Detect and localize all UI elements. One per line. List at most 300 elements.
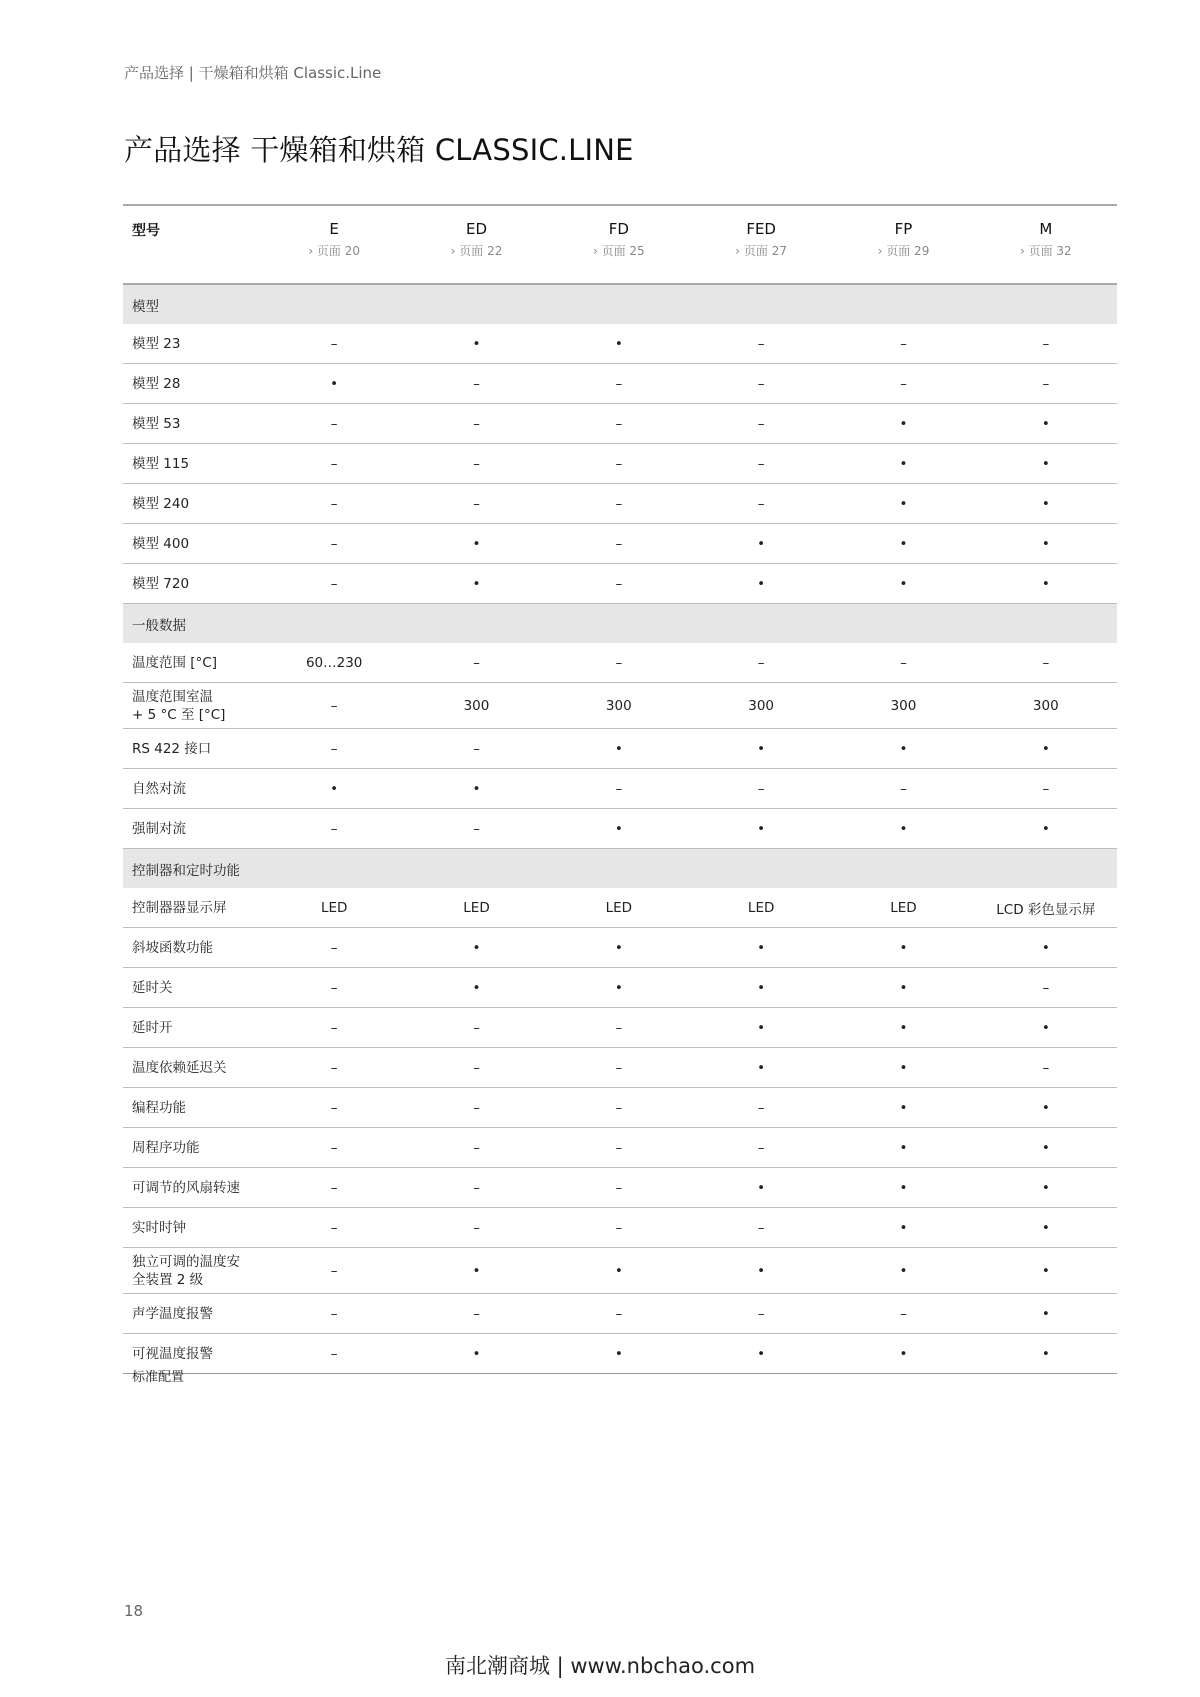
table-cell — [975, 564, 1117, 604]
table-cell — [405, 324, 547, 364]
standard-dot-icon: • — [899, 1059, 908, 1076]
standard-dot-icon: • — [899, 1139, 908, 1156]
table-cell — [975, 1294, 1117, 1334]
table-cell — [405, 564, 547, 604]
table-cell — [832, 928, 974, 968]
not-available-dash: – — [900, 654, 907, 671]
table-cell — [975, 968, 1117, 1008]
page-ref-link[interactable]: › 页面 20 — [308, 244, 361, 258]
product-selection-table — [123, 204, 1117, 1374]
standard-dot-icon: • — [1041, 1139, 1050, 1156]
row-label: 温度范围 [°C] — [123, 643, 263, 683]
table-cell — [263, 1048, 405, 1088]
cell-value: 300 — [890, 697, 917, 714]
row-label: 周程序功能 — [123, 1128, 263, 1168]
column-header-fd — [548, 205, 690, 284]
not-available-dash: – — [1042, 654, 1050, 671]
not-available-dash: – — [330, 820, 338, 837]
not-available-dash: – — [757, 455, 765, 472]
standard-dot-icon: • — [899, 1219, 908, 1236]
section-title: 一般数据 — [123, 604, 1117, 644]
not-available-dash: – — [900, 335, 907, 352]
section-title: 控制器和定时功能 — [123, 849, 1117, 889]
table-cell — [832, 968, 974, 1008]
table-cell — [548, 1168, 690, 1208]
table-cell — [263, 564, 405, 604]
standard-dot-icon: • — [472, 1345, 481, 1362]
row-label: 强制对流 — [123, 809, 263, 849]
table-cell — [405, 1008, 547, 1048]
table-cell — [405, 1334, 547, 1374]
table-cell — [690, 1294, 832, 1334]
table-cell — [832, 729, 974, 769]
row-label: 声学温度报警 — [123, 1294, 263, 1334]
standard-dot-icon: • — [472, 780, 481, 797]
standard-dot-icon: • — [1041, 740, 1050, 757]
table-cell — [832, 364, 974, 404]
table-cell — [975, 1128, 1117, 1168]
table-row — [123, 1088, 1117, 1128]
table-row — [123, 769, 1117, 809]
table-cell — [975, 1048, 1117, 1088]
table-row — [123, 809, 1117, 849]
table-cell — [405, 643, 547, 683]
section-header-row — [123, 284, 1117, 324]
not-available-dash: – — [615, 455, 623, 472]
column-name: E — [329, 220, 339, 238]
not-available-dash: – — [330, 1139, 338, 1156]
table-cell — [548, 968, 690, 1008]
table-cell — [548, 643, 690, 683]
not-available-dash: – — [330, 575, 338, 592]
standard-dot-icon: • — [614, 1345, 623, 1362]
table-cell — [263, 444, 405, 484]
table-cell — [832, 1294, 974, 1334]
table-cell — [975, 484, 1117, 524]
table-row — [123, 888, 1117, 928]
table-cell — [263, 1128, 405, 1168]
cell-value: 300 — [605, 697, 632, 714]
table-cell — [832, 564, 974, 604]
table-row — [123, 729, 1117, 769]
table-cell — [975, 928, 1117, 968]
table-cell — [975, 1088, 1117, 1128]
standard-dot-icon: • — [757, 979, 766, 996]
table-cell — [405, 968, 547, 1008]
not-available-dash: – — [757, 1219, 765, 1236]
table-cell — [405, 1208, 547, 1248]
table-cell — [690, 769, 832, 809]
table-cell — [975, 1008, 1117, 1048]
watermark: 南北潮商城 | www.nbchao.com — [444, 1654, 756, 1678]
table-cell — [548, 444, 690, 484]
table-cell — [832, 1048, 974, 1088]
not-available-dash: – — [330, 1345, 338, 1362]
standard-dot-icon: • — [614, 335, 623, 352]
standard-dot-icon: • — [899, 939, 908, 956]
table-cell — [263, 729, 405, 769]
table-cell — [263, 324, 405, 364]
table-cell — [405, 888, 547, 928]
row-label: 自然对流 — [123, 769, 263, 809]
table-cell — [832, 484, 974, 524]
page-ref-link[interactable]: › 页面 25 — [592, 244, 645, 258]
table-cell — [690, 1248, 832, 1294]
table-cell — [690, 484, 832, 524]
table-cell — [975, 729, 1117, 769]
standard-dot-icon: • — [757, 535, 766, 552]
table-cell — [548, 484, 690, 524]
row-label: 可视温度报警 — [123, 1334, 263, 1374]
table-cell — [690, 809, 832, 849]
table-cell — [263, 1008, 405, 1048]
cell-value: LED — [463, 899, 490, 916]
table-cell — [832, 683, 974, 729]
table-cell — [975, 364, 1117, 404]
table-cell — [548, 1088, 690, 1128]
not-available-dash: – — [757, 335, 765, 352]
table-cell — [263, 1334, 405, 1374]
table-cell — [690, 1334, 832, 1374]
table-cell — [548, 1334, 690, 1374]
table-cell — [548, 1248, 690, 1294]
table-row — [123, 1008, 1117, 1048]
not-available-dash: – — [1042, 335, 1050, 352]
table-cell — [690, 524, 832, 564]
standard-dot-icon: • — [472, 535, 481, 552]
section-header-row — [123, 604, 1117, 644]
table-cell — [405, 444, 547, 484]
standard-dot-icon: • — [899, 1179, 908, 1196]
not-available-dash: – — [330, 1019, 338, 1036]
table-cell — [975, 769, 1117, 809]
standard-dot-icon: • — [1041, 575, 1050, 592]
not-available-dash: – — [330, 697, 338, 714]
table-cell — [690, 364, 832, 404]
table-row — [123, 524, 1117, 564]
not-available-dash: – — [330, 1305, 338, 1322]
table-cell — [690, 1208, 832, 1248]
section-title: 模型 — [123, 284, 1117, 324]
standard-dot-icon: • — [1041, 820, 1050, 837]
table-cell — [263, 1248, 405, 1294]
standard-dot-icon: • — [472, 979, 481, 996]
standard-dot-icon: • — [899, 1019, 908, 1036]
not-available-dash: – — [330, 335, 338, 352]
table-cell — [832, 1088, 974, 1128]
row-label: 模型 720 — [123, 564, 263, 604]
table-cell — [405, 683, 547, 729]
table-cell — [975, 524, 1117, 564]
table-cell — [405, 1088, 547, 1128]
column-name: FED — [746, 220, 776, 238]
page-ref-link[interactable]: › 页面 29 — [877, 244, 930, 258]
table-cell — [690, 643, 832, 683]
not-available-dash: – — [473, 375, 480, 392]
table-cell — [405, 1128, 547, 1168]
column-header-m — [975, 205, 1117, 284]
table-cell — [832, 524, 974, 564]
table-cell — [263, 404, 405, 444]
table-cell — [975, 1334, 1117, 1374]
table-cell — [832, 769, 974, 809]
table-row — [123, 444, 1117, 484]
table-row — [123, 1128, 1117, 1168]
table-cell — [405, 809, 547, 849]
table-cell — [975, 1208, 1117, 1248]
not-available-dash: – — [615, 1059, 623, 1076]
table-row — [123, 564, 1117, 604]
not-available-dash: – — [757, 375, 765, 392]
table-row — [123, 928, 1117, 968]
standard-dot-icon: • — [757, 1019, 766, 1036]
not-available-dash: – — [1042, 780, 1050, 797]
table-cell — [405, 1048, 547, 1088]
column-name: M — [1039, 220, 1053, 238]
not-available-dash: – — [473, 1099, 480, 1116]
table-cell — [263, 643, 405, 683]
table-cell — [690, 1008, 832, 1048]
row-label: 斜坡函数功能 — [123, 928, 263, 968]
standard-dot-icon: • — [899, 740, 908, 757]
not-available-dash: – — [473, 1179, 480, 1196]
table-cell — [548, 324, 690, 364]
model-header-label: 型号 — [132, 223, 160, 239]
not-available-dash: – — [473, 654, 480, 671]
cell-value: LCD 彩色显示屏 — [996, 901, 1096, 918]
standard-dot-icon: • — [899, 820, 908, 837]
standard-dot-icon: • — [757, 575, 766, 592]
standard-dot-icon: • — [1041, 1305, 1050, 1322]
row-label: 温度范围室温 + 5 °C 至 [°C] — [123, 683, 263, 729]
standard-dot-icon: • — [614, 939, 623, 956]
row-label: 模型 115 — [123, 444, 263, 484]
page-number: 18 — [124, 1602, 144, 1620]
row-label: 模型 23 — [123, 324, 263, 364]
not-available-dash: – — [615, 1019, 623, 1036]
table-cell — [263, 364, 405, 404]
table-cell — [405, 1168, 547, 1208]
table-cell — [975, 1248, 1117, 1294]
table-row — [123, 364, 1117, 404]
table-cell — [690, 968, 832, 1008]
table-cell — [690, 683, 832, 729]
table-cell — [832, 1334, 974, 1374]
not-available-dash: – — [473, 455, 480, 472]
table-cell — [548, 769, 690, 809]
table-cell — [263, 968, 405, 1008]
row-label: 延时开 — [123, 1008, 263, 1048]
table-row — [123, 1334, 1117, 1374]
not-available-dash: – — [330, 535, 338, 552]
table-cell — [832, 1008, 974, 1048]
table-cell — [548, 928, 690, 968]
table-row — [123, 1168, 1117, 1208]
cell-value: 300 — [463, 697, 490, 714]
table-cell — [690, 564, 832, 604]
not-available-dash: – — [615, 1179, 623, 1196]
row-label: 模型 240 — [123, 484, 263, 524]
table-cell — [405, 729, 547, 769]
standard-dot-icon: • — [899, 979, 908, 996]
table-cell — [975, 404, 1117, 444]
standard-dot-icon: • — [899, 1345, 908, 1362]
row-label: 控制器器显示屏 — [123, 888, 263, 928]
not-available-dash: – — [1042, 979, 1050, 996]
table-cell — [548, 1208, 690, 1248]
column-header-fed — [690, 205, 832, 284]
row-label: 模型 400 — [123, 524, 263, 564]
standard-dot-icon: • — [899, 575, 908, 592]
standard-dot-icon: • — [1041, 1345, 1050, 1362]
table-cell — [548, 364, 690, 404]
standard-dot-icon: • — [472, 1262, 481, 1279]
not-available-dash: – — [473, 820, 480, 837]
standard-dot-icon: • — [899, 1262, 908, 1279]
not-available-dash: – — [757, 415, 765, 432]
table-cell — [975, 643, 1117, 683]
not-available-dash: – — [473, 740, 480, 757]
standard-dot-icon: • — [899, 495, 908, 512]
not-available-dash: – — [330, 415, 338, 432]
standard-dot-icon: • — [614, 1262, 623, 1279]
not-available-dash: – — [615, 1219, 623, 1236]
table-cell — [405, 769, 547, 809]
not-available-dash: – — [615, 375, 623, 392]
table-cell — [263, 524, 405, 564]
cell-value: 60…230 — [305, 654, 363, 671]
standard-dot-icon: • — [757, 939, 766, 956]
table-cell — [263, 888, 405, 928]
table-cell — [548, 809, 690, 849]
not-available-dash: – — [615, 415, 623, 432]
not-available-dash: – — [330, 979, 338, 996]
cell-value: 300 — [748, 697, 775, 714]
breadcrumb: 产品选择 | 干燥箱和烘箱 Classic.Line — [124, 64, 382, 82]
table-cell — [263, 1294, 405, 1334]
standard-dot-icon: • — [614, 820, 623, 837]
not-available-dash: – — [330, 455, 338, 472]
row-label: 独立可调的温度安 全装置 2 级 — [123, 1248, 263, 1294]
not-available-dash: – — [330, 1099, 338, 1116]
table-row — [123, 484, 1117, 524]
standard-dot-icon: • — [1041, 1219, 1050, 1236]
table-cell — [690, 444, 832, 484]
table-row — [123, 968, 1117, 1008]
not-available-dash: – — [1042, 375, 1050, 392]
table-cell — [405, 1248, 547, 1294]
not-available-dash: – — [615, 654, 623, 671]
standard-dot-icon: • — [1041, 939, 1050, 956]
table-cell — [832, 1128, 974, 1168]
table-cell — [690, 888, 832, 928]
table-cell — [832, 1208, 974, 1248]
cell-value: LED — [605, 899, 633, 916]
standard-dot-icon: • — [472, 939, 481, 956]
table-cell — [405, 524, 547, 564]
not-available-dash: – — [757, 495, 765, 512]
standard-dot-icon: • — [899, 1099, 908, 1116]
not-available-dash: – — [330, 1059, 338, 1076]
table-cell — [690, 729, 832, 769]
not-available-dash: – — [615, 535, 623, 552]
table-cell — [263, 1168, 405, 1208]
not-available-dash: – — [757, 1139, 765, 1156]
page-ref-link[interactable]: › 页面 27 — [735, 244, 787, 258]
table-cell — [832, 888, 974, 928]
table-cell — [263, 484, 405, 524]
table-cell — [975, 324, 1117, 364]
standard-dot-icon: • — [1041, 1099, 1050, 1116]
standard-dot-icon: • — [472, 335, 481, 352]
not-available-dash: – — [757, 780, 765, 797]
table-cell — [405, 364, 547, 404]
not-available-dash: – — [473, 495, 480, 512]
row-label: 可调节的风扇转速 — [123, 1168, 263, 1208]
table-cell — [690, 1128, 832, 1168]
standard-dot-icon: • — [1041, 1262, 1050, 1279]
page-ref-link[interactable]: › 页面 32 — [1019, 244, 1072, 258]
column-name: FP — [894, 220, 913, 238]
table-cell — [405, 404, 547, 444]
section-header-row — [123, 849, 1117, 889]
row-label: 温度依赖延迟关 — [123, 1048, 263, 1088]
standard-dot-icon: • — [614, 740, 623, 757]
table-cell — [690, 1088, 832, 1128]
row-label: 模型 53 — [123, 404, 263, 444]
standard-dot-icon: • — [1041, 495, 1050, 512]
table-row — [123, 643, 1117, 683]
not-available-dash: – — [330, 939, 338, 956]
table-cell — [832, 643, 974, 683]
page-ref-link[interactable]: › 页面 22 — [450, 244, 503, 258]
standard-dot-icon: • — [757, 1179, 766, 1196]
footnote: 标准配置 — [132, 1370, 185, 1385]
not-available-dash: – — [1042, 1059, 1050, 1076]
not-available-dash: – — [330, 740, 338, 757]
not-available-dash: – — [615, 1139, 623, 1156]
table-cell — [548, 564, 690, 604]
not-available-dash: – — [757, 1099, 765, 1116]
table-cell — [548, 524, 690, 564]
table-cell — [690, 404, 832, 444]
table-cell — [263, 809, 405, 849]
row-label: RS 422 接口 — [123, 729, 263, 769]
table-cell — [690, 1168, 832, 1208]
standard-dot-icon: • — [330, 780, 339, 797]
not-available-dash: – — [615, 780, 623, 797]
standard-dot-icon: • — [1041, 1019, 1050, 1036]
standard-dot-icon: • — [1041, 535, 1050, 552]
table-row — [123, 1294, 1117, 1334]
not-available-dash: – — [330, 1179, 338, 1196]
not-available-dash: – — [330, 1219, 338, 1236]
table-row — [123, 404, 1117, 444]
standard-dot-icon: • — [330, 375, 339, 392]
not-available-dash: – — [615, 1305, 623, 1322]
table-cell — [975, 888, 1117, 928]
table-cell — [548, 1048, 690, 1088]
table-body — [123, 284, 1117, 1374]
not-available-dash: – — [615, 495, 623, 512]
standard-dot-icon: • — [757, 740, 766, 757]
table-row — [123, 683, 1117, 729]
page-title: 产品选择 干燥箱和烘箱 CLASSIC.LINE — [124, 133, 634, 167]
table-cell — [975, 809, 1117, 849]
column-header-fp — [832, 205, 974, 284]
column-name: FD — [608, 220, 629, 238]
standard-dot-icon: • — [614, 979, 623, 996]
